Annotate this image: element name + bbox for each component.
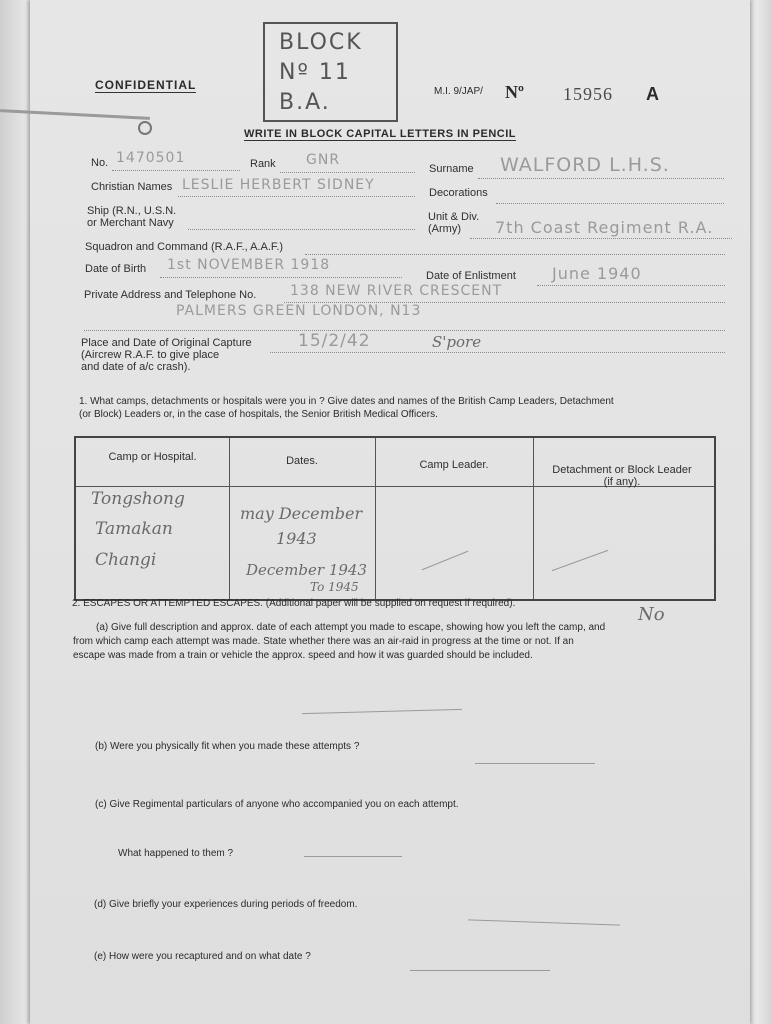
- question-2c: (c) Give Regimental particulars of anyone who accompanied you on each attempt.: [95, 799, 459, 810]
- capture-label-2: (Aircrew R.A.F. to give place: [81, 349, 220, 361]
- question-2a-line-1: (a) Give full description and approx. date of each attempt you made to escape, showing how you left the camp, and: [96, 622, 606, 633]
- question-2-title: 2. ESCAPES OR ATTEMPTED ESCAPES. (Additional paper will be supplied on request if required).: [72, 598, 516, 609]
- surname-value: WALFORD L.H.S.: [500, 154, 670, 176]
- question-2-answer: No: [638, 604, 665, 625]
- stamp-line-3: B.A.: [279, 90, 331, 115]
- header-camp-leader: Camp Leader.: [419, 459, 489, 471]
- capture-date: 15/2/42: [298, 331, 371, 351]
- capture-label-3: and date of a/c crash).: [81, 361, 191, 373]
- ship-label-2: or Merchant Navy: [87, 217, 174, 229]
- stamp-line-2: Nº 11: [279, 60, 351, 85]
- no-label: No.: [91, 157, 109, 169]
- question-2c-followup: What happened to them ?: [118, 848, 234, 859]
- form-reference: M.I. 9/JAP/: [434, 86, 483, 97]
- serial-number: 15956: [563, 84, 613, 104]
- camp-2: Tamakan: [95, 519, 173, 539]
- question-2d: (d) Give briefly your experiences during periods of freedom.: [94, 899, 358, 910]
- question-1-line-2: (or Block) Leaders or, in the case of hospitals, the Senior British Medical Officers.: [79, 409, 438, 420]
- address-value-line-1: 138 NEW RIVER CRESCENT: [290, 283, 503, 299]
- unit-label: Unit & Div.: [428, 211, 480, 223]
- question-1-line-1: 1. What camps, detachments or hospitals were you in ? Give dates and names of the British Camp Leaders, Detachment: [79, 396, 614, 407]
- surname-label: Surname: [429, 163, 474, 175]
- question-2b: (b) Were you physically fit when you made these attempts ?: [95, 741, 360, 752]
- camp-1: Tongshong: [91, 489, 185, 509]
- header-detachment-leader: Detachment or Block Leader (if any).: [552, 464, 692, 488]
- rank-value: GNR: [306, 152, 341, 168]
- enlistment-value: June 1940: [552, 264, 642, 283]
- no-value: 1470501: [116, 150, 186, 166]
- unit-label-2: (Army): [428, 223, 461, 235]
- header-camp-or-hospital: Camp or Hospital.: [108, 451, 197, 463]
- confidential-heading: CONFIDENTIAL: [95, 78, 197, 92]
- dates-3: December 1943: [246, 561, 367, 579]
- number-label: Nº: [505, 82, 524, 102]
- question-2a-line-2: from which camp each attempt was made. State whether there was an air-raid in progress at the time or not. If an: [73, 636, 574, 647]
- header-dates: Dates.: [286, 455, 318, 467]
- unit-value: 7th Coast Regiment R.A.: [495, 218, 714, 237]
- dates-2: 1943: [276, 529, 317, 548]
- dates-4: To 1945: [310, 580, 359, 594]
- binding-ring: [138, 121, 152, 135]
- camp-3: Changi: [95, 550, 157, 570]
- question-2a-line-3: escape was made from a train or vehicle the approx. speed and how it was guarded should be included.: [73, 650, 533, 661]
- address-label: Private Address and Telephone No.: [84, 289, 257, 301]
- dob-label: Date of Birth: [85, 263, 147, 275]
- stamp-line-1: BLOCK: [279, 30, 363, 55]
- christian-names-value: LESLIE HERBERT SIDNEY: [182, 177, 375, 193]
- ship-label: Ship (R.N., U.S.N.: [87, 205, 177, 217]
- block-stamp: [263, 22, 398, 122]
- dob-value: 1st NOVEMBER 1918: [167, 257, 331, 273]
- capture-place: S'pore: [432, 333, 482, 351]
- dates-1: may December: [240, 504, 363, 523]
- rank-label: Rank: [250, 158, 276, 170]
- christian-names-label: Christian Names: [91, 181, 173, 193]
- decorations-label: Decorations: [429, 187, 488, 199]
- question-2e: (e) How were you recaptured and on what date ?: [94, 951, 311, 962]
- address-value-line-2: PALMERS GREEN LONDON, N13: [176, 303, 422, 319]
- enlistment-label: Date of Enlistment: [426, 270, 516, 282]
- capture-label: Place and Date of Original Capture: [81, 337, 252, 349]
- instruction-heading: WRITE IN BLOCK CAPITAL LETTERS IN PENCIL: [244, 128, 516, 140]
- serial-suffix: A: [646, 84, 659, 104]
- squadron-label: Squadron and Command (R.A.F., A.A.F.): [85, 241, 284, 253]
